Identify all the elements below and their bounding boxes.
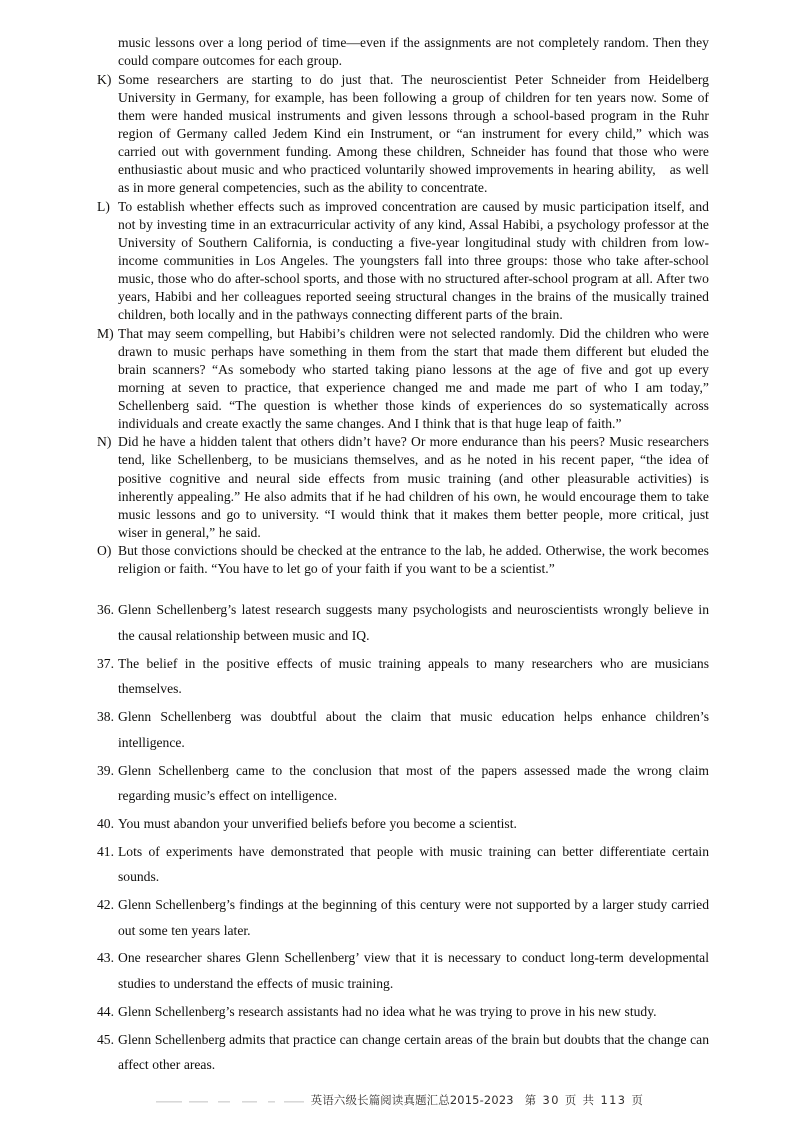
page-footer	[0, 1088, 800, 1112]
question-number: 38.	[97, 709, 114, 725]
paragraph-text-n: Did he have a hidden talent that others didn’t have? Or more endurance than his peers? Music researchers tend, like Schellenberg, to be musicians themselves, and as he noted in his recent paper, “the idea of positive cognitive and neural side effects from music training (and other pleasurable activities) is inherently appealing.” He also admits that if he had children of his own, he would encourage them to take music lessons and go to university. “I would think that it makes them better people, more critical, just wiser in general,” he said.	[118, 434, 709, 540]
question-item-37	[97, 651, 709, 702]
question-item-38	[97, 704, 709, 755]
question-number: 44.	[97, 1003, 114, 1019]
paragraph-marker-l: L)	[97, 198, 110, 214]
paragraph-text-k-part1: Some researchers are starting to do just that. The neuroscientist Peter Schneider from Heidelberg University in Germany, for example, has been following a group of children for ten years now. Some of them were handed musical instruments and given lessons through a school-based program in the Ruhr region of Germany called Jedem Kind ein Instrument, or “an instrument for every child,” which was carried out with government funding. Among these children, Schneider has found that those who were enthusiastic about music and who practiced voluntarily showed improvements in hearing ability,	[118, 71, 709, 177]
question-number: 43.	[97, 950, 114, 966]
paragraph-marker-k: K)	[97, 71, 112, 87]
question-number: 42.	[97, 897, 114, 913]
question-text: Glenn Schellenberg’s latest research suggests many psychologists and neuroscientists wrongly believe in the causal relationship between music and IQ.	[118, 602, 709, 643]
scan-artifact-marks	[156, 1096, 304, 1105]
paragraph-text-o: But those convictions should be checked at the entrance to the lab, he added. Otherwise, the work becomes religion or faith. “You have to let go of your faith if you want to be a scientist.”	[118, 543, 709, 577]
question-number: 37.	[97, 655, 114, 671]
passage-paragraph-m	[97, 325, 709, 433]
paragraph-text-m: That may seem compelling, but Habibi’s children were not selected randomly. Did the children who were drawn to music perhaps have something in them from the start that made them different but eluded the brain scanners? “As somebody who started taking piano lessons at the age of five and got up every morning at seven to practice, that experience changed me and made me part of who I am today,” Schellenberg said. “The question is whether those kinds of experiences do so systematically across individuals and create exactly the same changes. And I think that is that huge leap of faith.”	[118, 325, 709, 431]
paragraph-text: music lessons over a long period of time—even if the assignments are not completely random. Then they could compare outcomes for each group.	[118, 35, 709, 69]
footer-source-label: 英语六级长篇阅读真题汇总2015-2023	[310, 1093, 514, 1107]
paragraph-text-k	[118, 71, 709, 197]
paragraph-text-l: To establish whether effects such as improved concentration are caused by music participation itself, and not by investing time in an extracurricular activity of any kind, Assal Habibi, a psychology professor at the University of Southern California, is conducting a five-year longitudinal study with children from low-income communities in Los Angeles. The youngsters fall into three groups: those who take after-school music, those who do after-school sports, and those with no structured after-school program at all. After two years, Habibi and her colleagues reported seeing structural changes in the brains of the musically trained children, both locally and in the pathways connecting different parts of the brain.	[118, 198, 709, 322]
question-item-42	[97, 892, 709, 943]
question-text: Glenn Schellenberg was doubtful about the claim that music education helps enhance children’s intelligence.	[118, 709, 709, 750]
question-text: Glenn Schellenberg came to the conclusion that most of the papers assessed made the wrong claim regarding music’s effect on intelligence.	[118, 762, 709, 804]
footer-page-number: 第 30 页 共 113 页	[524, 1093, 645, 1107]
document-body	[97, 34, 709, 1080]
question-item-45	[97, 1027, 709, 1078]
passage-paragraph-k	[97, 71, 709, 197]
passage-paragraph-l	[97, 198, 709, 324]
question-number: 41.	[97, 843, 114, 859]
paragraph-marker-m: M)	[97, 325, 114, 341]
question-item-36	[97, 597, 709, 648]
question-number: 39.	[97, 762, 114, 778]
question-item-44	[97, 999, 709, 1025]
passage-paragraph-o	[97, 542, 709, 578]
question-text: Glenn Schellenberg’s findings at the beginning of this century were not supported by a larger study carried out some ten years later.	[118, 897, 709, 938]
question-number: 40.	[97, 815, 114, 831]
paragraph-text-k-part2: as well as in more general competencies, such as the ability to concentrate.	[118, 161, 709, 195]
question-item-41	[97, 839, 709, 890]
question-text: Glenn Schellenberg admits that practice can change certain areas of the brain but doubts that the change can affect other areas.	[118, 1031, 709, 1073]
question-number: 36.	[97, 602, 114, 618]
paragraph-marker-o: O)	[97, 543, 112, 559]
question-text: Glenn Schellenberg’s research assistants had no idea what he was trying to prove in his new study.	[118, 1003, 657, 1019]
question-text: The belief in the positive effects of music training appeals to many researchers who are musicians themselves.	[118, 655, 709, 697]
question-list	[97, 597, 709, 1077]
question-item-43	[97, 945, 709, 996]
question-item-39	[97, 758, 709, 809]
passage-paragraph-n	[97, 433, 709, 541]
question-number: 45.	[97, 1031, 114, 1047]
question-text: Lots of experiments have demonstrated that people with music training can better differentiate certain sounds.	[118, 843, 709, 885]
question-item-40	[97, 811, 709, 837]
paragraph-marker-n: N)	[97, 434, 112, 450]
passage-paragraph-continuation	[97, 34, 709, 70]
question-text: You must abandon your unverified beliefs before you become a scientist.	[118, 815, 517, 831]
question-text: One researcher shares Glenn Schellenberg’ view that it is necessary to conduct long-term developmental studies to understand the effects of music training.	[118, 950, 709, 991]
